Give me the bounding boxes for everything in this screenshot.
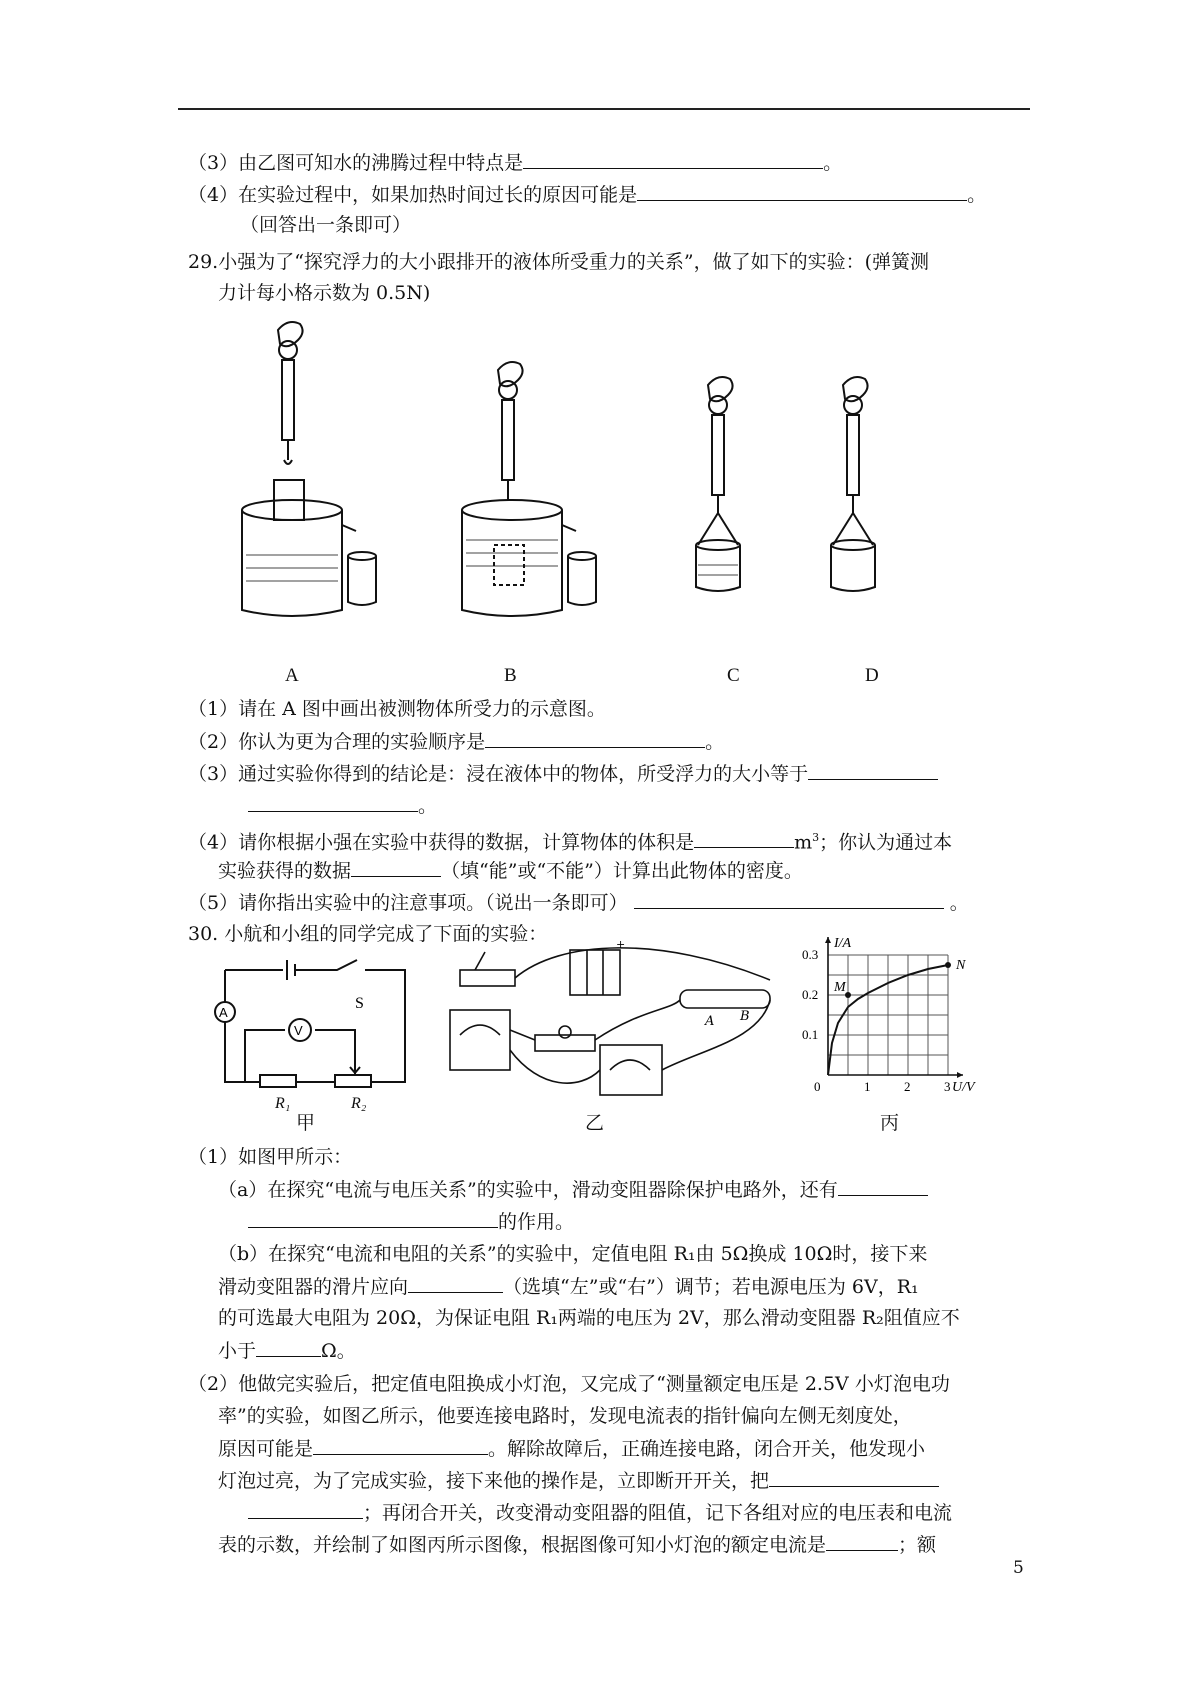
answer-blank[interactable] xyxy=(313,1436,488,1455)
setup-a xyxy=(242,322,376,616)
q30-part1-head: （1）如图甲所示： xyxy=(188,1146,353,1168)
q30-part2-line2: 率”的实验，如图乙所示，他要连接电路时，发现电流表的指针偏向左侧无刻度处， xyxy=(218,1405,912,1427)
answer-blank[interactable] xyxy=(248,793,418,812)
battery-plus-label: + xyxy=(616,940,626,951)
setup-c xyxy=(696,377,740,591)
chart-x-axis-label: U/V xyxy=(952,1080,975,1095)
point-m xyxy=(845,992,851,998)
q29-part4-cont: 实验获得的数据 （填“能”或“不能”）计算出此物体的密度。 xyxy=(218,860,803,882)
q30-part1a-cont: 的作用。 xyxy=(248,1209,574,1234)
answer-blank[interactable] xyxy=(694,829,794,848)
q29-part3-cont: 。 xyxy=(248,793,437,818)
setup-b xyxy=(462,362,596,616)
voltmeter-label: V xyxy=(294,1023,303,1038)
rheostat-b-label: B xyxy=(740,1009,750,1024)
point-label-n: N xyxy=(956,958,966,973)
q29-part4: （4）请你根据小强在实验中获得的数据，计算物体的体积是 $m^3$；你认为通过本 xyxy=(188,831,953,854)
fig-label-jia: 甲 xyxy=(296,1113,316,1134)
y-tick-label: 0.3 xyxy=(802,947,819,962)
circuit-diagram xyxy=(205,950,420,1090)
ammeter-label: A xyxy=(219,1005,228,1020)
answer-blank[interactable] xyxy=(838,1177,928,1196)
q29-stem-line2: 力计每小格示数为 0.5N) xyxy=(218,282,431,304)
buoyancy-experiment-figure xyxy=(230,310,990,690)
x-tick-label: 0 xyxy=(814,1079,821,1094)
q28-part3: （3）由乙图可知水的沸腾过程中特点是 。 xyxy=(188,152,843,174)
q30-part1b-line3: 的可选最大电阻为 20Ω，为保证电阻 R₁两端的电压为 2V，那么滑动变阻器 R₂阻值应不 xyxy=(218,1307,960,1329)
fig-label-a: A xyxy=(285,665,299,686)
fig-label-d: D xyxy=(865,665,879,686)
x-tick-label: 1 xyxy=(864,1079,871,1094)
x-tick-label: 3 xyxy=(944,1079,951,1094)
q30-part1b-line2: 滑动变阻器的滑片应向 （选填“左”或“右”）调节；若电源电压为 6V，R₁ xyxy=(218,1276,919,1298)
q29-part5: （5）请你指出实验中的注意事项。（说出一条即可） 。 xyxy=(188,892,969,914)
answer-blank[interactable] xyxy=(523,150,823,169)
answer-blank[interactable] xyxy=(485,729,705,748)
q30-part1a: （a）在探究“电流与电压关系”的实验中，滑动变阻器除保护电路外，还有 xyxy=(218,1177,928,1202)
switch-label: S xyxy=(355,995,364,1012)
x-axis-arrow xyxy=(957,1072,963,1078)
q30-part2-line4: 灯泡过亮，为了完成实验，接下来他的操作是，立即断开开关，把 xyxy=(218,1468,939,1493)
page-number: 5 xyxy=(1013,1558,1024,1578)
setup-d xyxy=(831,377,875,591)
point-n xyxy=(945,962,951,968)
x-tick-label: 2 xyxy=(904,1079,911,1094)
answer-blank[interactable] xyxy=(408,1274,503,1293)
q30-part2-line6: 表的示数，并绘制了如图丙所示图像，根据图像可知小灯泡的额定电流是 ；额 xyxy=(218,1534,937,1556)
apparatus-figure xyxy=(440,940,800,1100)
iv-curve-chart xyxy=(800,935,990,1105)
q29-part2: （2）你认为更为合理的实验顺序是 。 xyxy=(188,731,725,753)
header-rule xyxy=(178,108,1030,110)
q29-part3: （3）通过实验你得到的结论是：浸在液体中的物体，所受浮力的大小等于 xyxy=(188,761,938,786)
answer-blank[interactable] xyxy=(634,890,944,909)
q30-part2-line3: 原因可能是 。解除故障后，正确连接电路，闭合开关，他发现小 xyxy=(218,1438,926,1460)
q30-stem: 30. 小航和小组的同学完成了下面的实验： xyxy=(188,923,548,945)
q30-part1b-line1: （b）在探究“电流和电阻的关系”的实验中，定值电阻 R₁由 5Ω换成 10Ω时，接下来 xyxy=(218,1243,928,1265)
answer-blank[interactable] xyxy=(769,1468,939,1487)
r1-label: R₁ xyxy=(275,1095,291,1112)
fig-label-yi: 乙 xyxy=(585,1113,605,1134)
rheostat-a-label: A xyxy=(705,1014,715,1029)
q28-part3-text: （3）由乙图可知水的沸腾过程中特点是 xyxy=(188,152,524,174)
r2-label: R₂ xyxy=(351,1095,367,1112)
answer-blank[interactable] xyxy=(351,858,441,877)
y-axis-arrow xyxy=(825,937,831,943)
answer-blank[interactable] xyxy=(808,761,938,780)
point-label-m: M xyxy=(834,980,846,995)
y-tick-label: 0.1 xyxy=(802,1027,819,1042)
q28-part4-note: （回答出一条即可） xyxy=(240,214,412,236)
q29-part1: （1）请在 A 图中画出被测物体所受力的示意图。 xyxy=(188,698,606,720)
q29-stem-line1: 29.小强为了“探究浮力的大小跟排开的液体所受重力的关系”，做了如下的实验：(弹簧测 xyxy=(188,251,930,273)
fig-label-c: C xyxy=(727,665,740,686)
chart-grid xyxy=(828,955,948,1075)
answer-blank[interactable] xyxy=(248,1209,498,1228)
y-tick-label: 0.2 xyxy=(802,987,819,1002)
answer-blank[interactable] xyxy=(248,1500,363,1519)
answer-blank[interactable] xyxy=(256,1338,321,1357)
fig-label-bing: 丙 xyxy=(880,1113,900,1134)
fig-label-b: B xyxy=(504,665,517,686)
answer-blank[interactable] xyxy=(826,1532,898,1551)
chart-y-axis-label: I/A xyxy=(834,936,852,951)
q30-part2-line1: （2）他做完实验后，把定值电阻换成小灯泡，又完成了“测量额定电压是 2.5V 小灯泡电功 xyxy=(188,1373,950,1395)
chart-axes xyxy=(825,937,963,1078)
q28-part4: （4）在实验过程中，如果加热时间过长的原因可能是 。 xyxy=(188,184,987,206)
q30-part2-line5: ；再闭合开关，改变滑动变阻器的阻值，记下各组对应的电压表和电流 xyxy=(248,1500,952,1525)
answer-blank[interactable] xyxy=(637,182,967,201)
q28-part4-text: （4）在实验过程中，如果加热时间过长的原因可能是 xyxy=(188,184,638,206)
q30-part1b-line4: 小于 Ω。 xyxy=(218,1340,356,1362)
